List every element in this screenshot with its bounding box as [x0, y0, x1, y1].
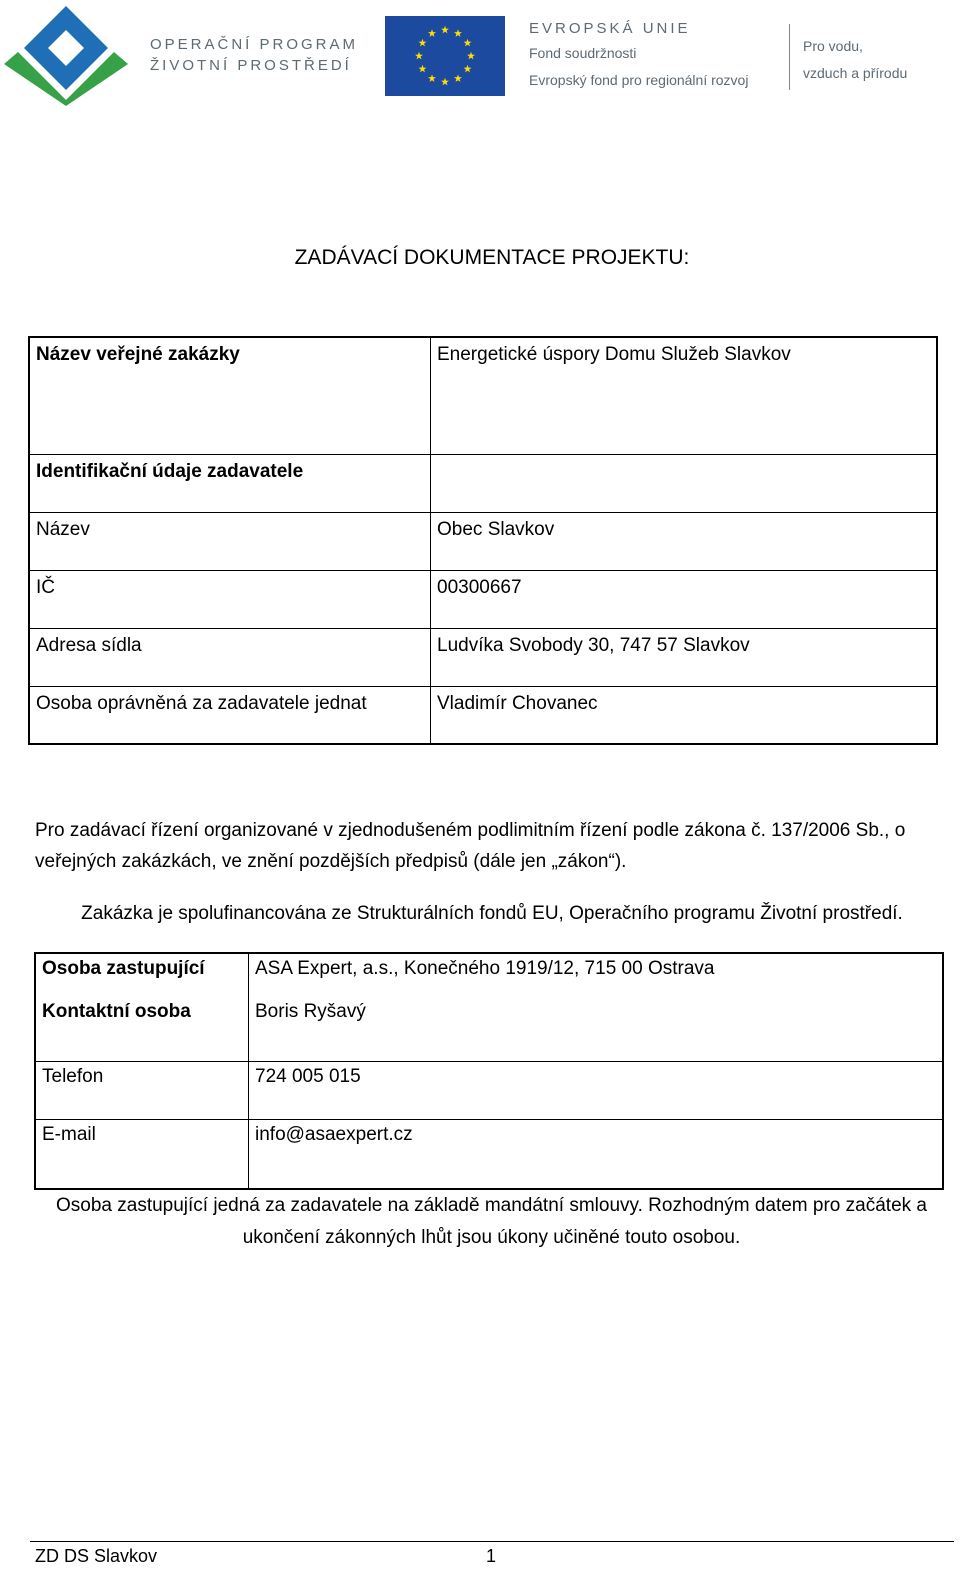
authority-ic-value: 00300667	[431, 570, 938, 628]
table-row	[35, 953, 943, 1061]
representative-labels	[35, 953, 249, 1061]
contact-person-value: Boris Ryšavý	[255, 1001, 366, 1022]
eu-star-icon	[428, 29, 436, 37]
phone-label: Telefon	[35, 1061, 249, 1119]
authority-name-label: Název	[29, 512, 431, 570]
slogan	[803, 33, 907, 87]
email-value: info@asaexpert.cz	[249, 1119, 944, 1189]
table-row	[29, 337, 937, 454]
eu-text-block	[529, 18, 748, 94]
procedure-paragraph: Pro zadávací řízení organizované v zjednodušeném podlimitním řízení podle zákona č. 137/2006 Sb., o veřejných zakázkách, ve znění pozdějších předpisů (dále jen „zákon“).	[35, 820, 906, 872]
phone-value: 724 005 015	[249, 1061, 944, 1119]
eu-star-icon	[454, 29, 462, 37]
eu-title: EVROPSKÁ UNIE	[529, 20, 691, 37]
funding-paragraph: Zakázka je spolufinancována ze Strukturálních fondů EU, Operačního programu Životní prostředí.	[81, 903, 903, 924]
authority-address-value: Ludvíka Svobody 30, 747 57 Slavkov	[431, 628, 938, 686]
authority-heading: Identifikační údaje zadavatele	[29, 454, 431, 512]
representative-table	[34, 952, 944, 1190]
page-number: 1	[486, 1546, 497, 1566]
representative-label: Osoba zastupující	[42, 958, 205, 979]
table-row	[29, 686, 937, 744]
authority-address-label: Adresa sídla	[29, 628, 431, 686]
eu-star-icon	[441, 26, 449, 34]
op-zivotni-prostredi-logo	[4, 6, 128, 106]
eu-fund-1: Fond soudržnosti	[529, 45, 637, 61]
eu-star-icon	[418, 39, 426, 47]
eu-star-icon	[464, 65, 472, 73]
table-row	[29, 454, 937, 512]
eu-star-icon	[418, 65, 426, 73]
table-row	[29, 512, 937, 570]
footer-divider	[30, 1541, 954, 1542]
eu-fund-2: Evropský fond pro regionální rozvoj	[529, 72, 749, 88]
authorized-person-value: Vladimír Chovanec	[431, 686, 938, 744]
page-header	[0, 0, 960, 110]
mandate-note: Osoba zastupující jedná za zadavatele na základě mandátní smlouvy. Rozhodným datem pro začátek a ukončení zákonných lhůt jsou úkony učiněné touto osobou.	[56, 1195, 927, 1248]
eu-star-icon	[467, 52, 475, 60]
eu-star-icon	[454, 74, 462, 82]
eu-star-icon	[441, 78, 449, 86]
eu-star-icon	[428, 74, 436, 82]
header-divider	[789, 24, 790, 90]
email-label: E-mail	[35, 1119, 249, 1189]
table-row	[35, 1119, 943, 1189]
table-row	[29, 570, 937, 628]
contract-name-label: Název veřejné zakázky	[29, 337, 431, 454]
table-row	[35, 1061, 943, 1119]
representative-values	[249, 953, 944, 1061]
authority-ic-label: IČ	[29, 570, 431, 628]
authority-heading-empty	[431, 454, 938, 512]
eu-star-icon	[415, 52, 423, 60]
slogan-line-2: vzduch a přírodu	[803, 65, 908, 81]
authority-name-value: Obec Slavkov	[431, 512, 938, 570]
eu-flag-icon	[385, 16, 505, 96]
document-title: ZADÁVACÍ DOKUMENTACE PROJEKTU:	[294, 246, 690, 269]
slogan-line-1: Pro vodu,	[803, 38, 863, 54]
footer-label: ZD DS Slavkov	[35, 1546, 158, 1566]
authorized-person-label: Osoba oprávněná za zadavatele jednat	[29, 686, 431, 744]
program-line-2: ŽIVOTNÍ PROSTŘEDÍ	[150, 57, 352, 74]
table-row	[29, 628, 937, 686]
eu-star-icon	[464, 39, 472, 47]
authority-table	[28, 336, 938, 745]
program-line-1: OPERAČNÍ PROGRAM	[150, 36, 359, 53]
contact-person-label: Kontaktní osoba	[42, 1001, 191, 1022]
contract-name-value: Energetické úspory Domu Služeb Slavkov	[431, 337, 938, 454]
representative-value: ASA Expert, a.s., Konečného 1919/12, 715 00 Ostrava	[255, 958, 715, 979]
program-name	[150, 34, 358, 76]
